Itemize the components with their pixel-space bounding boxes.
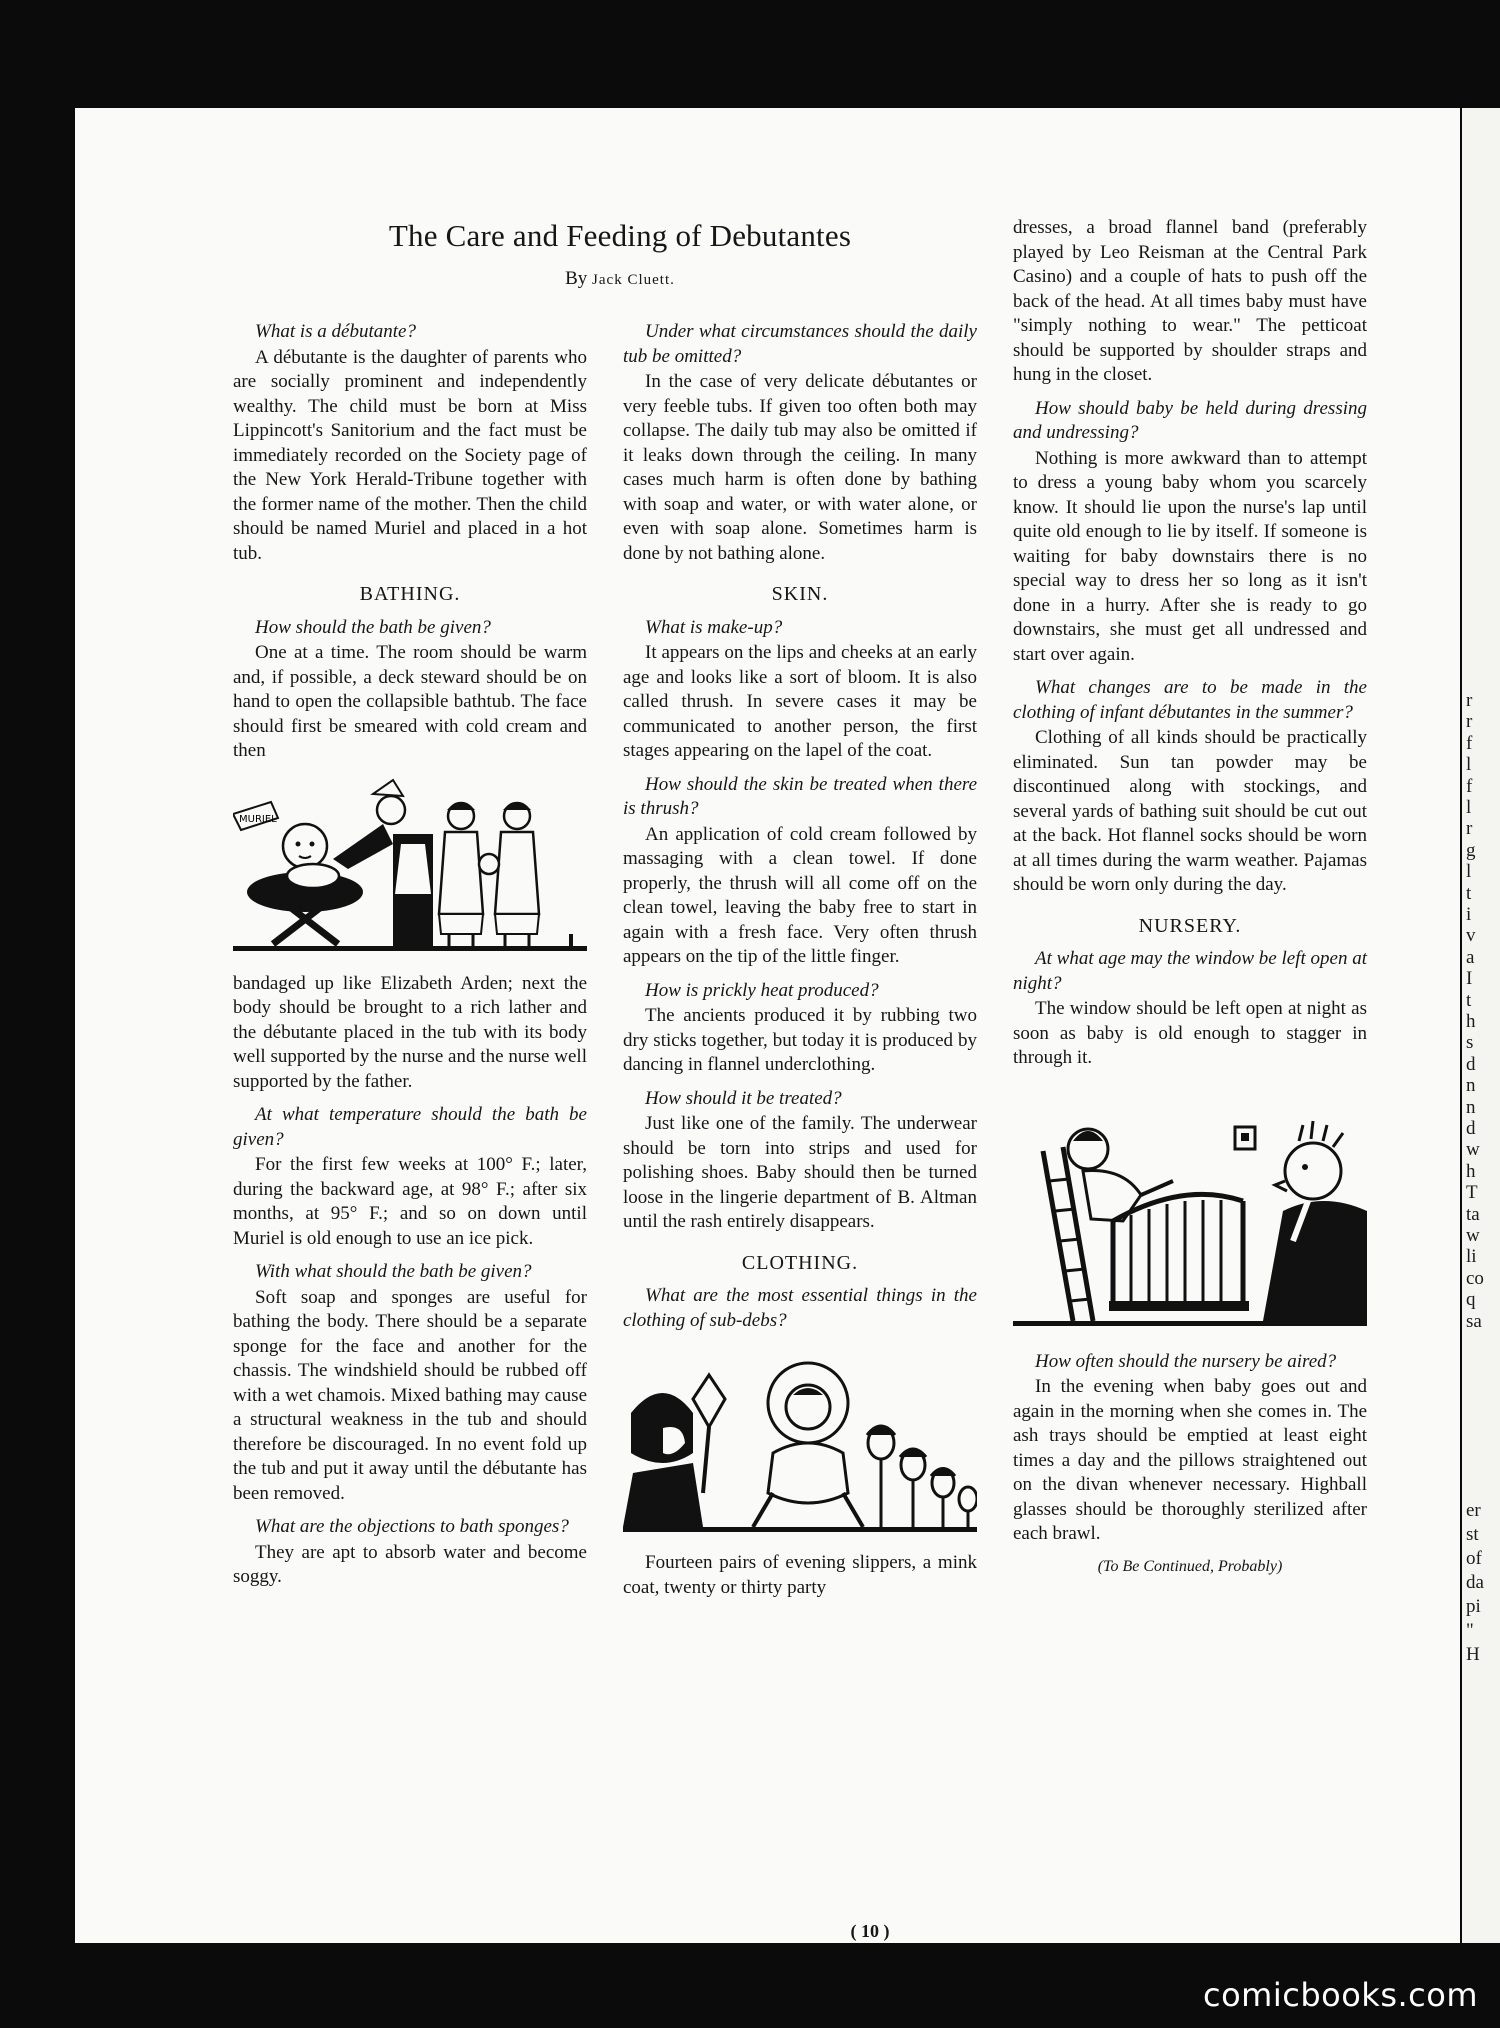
- next-page-fragment: f: [1466, 732, 1473, 754]
- paragraph: Clothing of all kinds should be practically eliminated. Sun tan powder may be discontinued along with stockings, and several yards of bathing suit should be cut out at the back. Hot flannel socks should be worn at all times during the warm weather. Pajamas should be worn only during the day.: [1013, 727, 1367, 895]
- next-page-fragment: T: [1466, 1182, 1478, 1204]
- section-heading-skin: SKIN.: [771, 583, 829, 605]
- question: How is prickly heat produced?: [645, 979, 879, 1001]
- question: What is a débutante?: [255, 321, 416, 342]
- column-1: [233, 311, 587, 1590]
- paragraph: bandaged up like Elizabeth Arden; next the body should be brought to a rich lather and the débutante placed in the tub with its body well supported by the nurse and the nurse well supported by the father.: [233, 972, 587, 1092]
- next-page-fragment: q: [1466, 1289, 1476, 1311]
- next-page-fragment: w: [1466, 1225, 1480, 1246]
- byline-by: By: [565, 268, 588, 289]
- paragraph: For the first few weeks at 100° F.; later, during the backward age, at 98° F.; after six months, at 95° F.; and so on down until Muriel is old enough to use an ice pick.: [233, 1154, 587, 1249]
- continued-note: (To Be Continued, Probably): [1097, 1557, 1283, 1575]
- next-page-fragment: l: [1466, 754, 1472, 776]
- magazine-page: [75, 108, 1460, 1943]
- paragraph: Nothing is more awkward than to attempt to dress a young baby whom you scarcely know. It should lie upon the nurse's lap until quite old enough to lie by itself. If someone is waiting for baby downstairs there is no special way to dress her so long as it isn't done in a hurry. After she is ready to go downstairs, she must get all undressed and start over again.: [1013, 447, 1367, 665]
- nursery-illustration: [1013, 1111, 1367, 1341]
- next-page-fragment: I: [1466, 968, 1473, 990]
- next-page-fragment: ": [1466, 1620, 1474, 1641]
- section-heading-clothing: CLOTHING.: [741, 1251, 859, 1274]
- question: Under what circumstances should the daily tub be omitted?: [623, 321, 977, 367]
- next-page-fragment: st: [1466, 1524, 1479, 1545]
- paragraph: The window should be left open at night as soon as baby is old enough to stagger in through it.: [1013, 998, 1367, 1068]
- next-page-fragment: li: [1466, 1246, 1477, 1268]
- column-2: [623, 311, 977, 1600]
- next-page-fragment: l: [1466, 861, 1472, 883]
- question: What changes are to be made in the clothing of infant débutantes in the summer?: [1013, 677, 1367, 723]
- paragraph: In the case of very delicate débutantes or very feeble tubs. If given too often both may collapse. The daily tub may also be omitted if it leaks down through the ceiling. In many cases much harm is often done by bathing with soap and water, or with water alone, or even with soap alone. Sometimes harm is done by not bathing alone.: [623, 371, 977, 564]
- next-page-fragment: i: [1466, 904, 1472, 925]
- paragraph: One at a time. The room should be warm and, if possible, a deck steward should be on hand to open the collapsible bathtub. The face should first be smeared with cold cream and then: [233, 642, 587, 761]
- next-page-strip: [1462, 108, 1500, 1943]
- paragraph: An application of cold cream followed by massaging with a clean towel. If done properly, the thrush will all come off on the clean towel, leaving the baby free to start in again with a fresh face. Very often thrush appears on the tip of the little finger.: [623, 823, 977, 967]
- paragraph: dresses, a broad flannel band (preferably played by Leo Reisman at the Central Park Casino) and a couple of hats to push off the back of the head. At all times baby must have "simply nothing to wear." The petticoat should be supported by shoulder straps and hung in the closet.: [1013, 217, 1367, 385]
- paragraph: Fourteen pairs of evening slippers, a mink coat, twenty or thirty party: [623, 1552, 977, 1598]
- next-page-fragment: s: [1466, 1032, 1474, 1054]
- question: How should it be treated?: [645, 1087, 842, 1109]
- next-page-fragment: d: [1466, 1053, 1476, 1075]
- next-page-fragment: da: [1466, 1572, 1484, 1593]
- question: How should baby be held during dressing and undressing?: [1013, 397, 1367, 443]
- next-page-fragment: f: [1466, 775, 1473, 797]
- paragraph: They are apt to absorb water and become soggy.: [233, 1541, 587, 1587]
- question: How should the skin be treated when there is thrush?: [623, 773, 977, 819]
- next-page-fragment: a: [1466, 946, 1475, 968]
- next-page-fragment: h: [1466, 1011, 1476, 1032]
- question: At what temperature should the bath be given?: [233, 1104, 587, 1150]
- question: What is make-up?: [645, 616, 783, 638]
- next-page-fragment: r: [1466, 711, 1473, 733]
- next-page-fragment: g: [1466, 839, 1476, 861]
- paragraph: In the evening when baby goes out and again in the morning when she comes in. The ash trays should be emptied at least eight times a day and the pillows straightened out on the divan whenever necessary. Highball glasses should be thoroughly sterilized after each brawl.: [1013, 1376, 1367, 1544]
- page-number: ( 10 ): [850, 1921, 890, 1941]
- paragraph: A débutante is the daughter of parents who are socially prominent and independently wealthy. The child must be born at Miss Lippincott's Sanitorium and the fact must be immediately recorded on the Society page of the New York Herald-Tribune together with the former name of the mother. Then the child should be named Muriel and placed in a hot tub.: [233, 346, 587, 564]
- paragraph: The ancients produced it by rubbing two dry sticks together, but today it is produced by dancing in flannel underclothing.: [623, 1005, 977, 1075]
- question: What are the most essential things in the clothing of sub-debs?: [623, 1285, 977, 1331]
- next-page-fragment: er: [1466, 1500, 1481, 1521]
- next-page-fragment: d: [1466, 1118, 1476, 1139]
- section-heading-nursery: NURSERY.: [1138, 914, 1242, 937]
- byline-author: Jack Cluett.: [592, 272, 675, 288]
- paragraph: It appears on the lips and cheeks at an early age and looks like a sort of bloom. It is also called thrush. In severe cases it may be communicated to another person, the first stages appearing on the lapel of the coat.: [623, 642, 977, 761]
- next-page-fragment: n: [1466, 1075, 1476, 1097]
- article-title: The Care and Feeding of Debutantes: [388, 218, 852, 253]
- next-page-fragment: r: [1466, 818, 1473, 840]
- paragraph: Just like one of the family. The underwear should be torn into strips and used for polishing shoes. Baby should then be turned loose in the lingerie department of B. Altman until the rash entirely disappears.: [623, 1113, 977, 1232]
- next-page-fragment: co: [1466, 1267, 1484, 1289]
- bathing-illustration: [233, 774, 587, 964]
- next-page-fragment: of: [1466, 1548, 1482, 1569]
- next-page-fragment: pi: [1466, 1596, 1481, 1617]
- next-page-fragment: l: [1466, 797, 1472, 818]
- next-page-fragment: r: [1466, 690, 1473, 711]
- next-page-fragment: sa: [1466, 1310, 1482, 1332]
- question: How often should the nursery be aired?: [1035, 1350, 1337, 1372]
- clothing-illustration: [623, 1343, 977, 1543]
- illustration-flag-label: MURIEL: [239, 813, 277, 825]
- next-page-fragment: t: [1466, 882, 1472, 904]
- next-page-fragment: t: [1466, 989, 1472, 1011]
- question: What are the objections to bath sponges?: [255, 1516, 569, 1537]
- byline: [360, 268, 880, 290]
- question: With what should the bath be given?: [255, 1261, 532, 1282]
- question: At what age may the window be left open at night?: [1013, 948, 1367, 994]
- next-page-fragment: H: [1466, 1644, 1480, 1665]
- question: How should the bath be given?: [255, 616, 491, 638]
- next-page-fragment: w: [1466, 1139, 1480, 1161]
- paragraph: Soft soap and sponges are useful for bathing the body. There should be a separate sponge for the face and another for the chassis. The windshield should be rubbed off with a wet chamois. Mixed bathing may cause a structural weakness in the tub and should therefore be discouraged. In no event fold up the tub and put it away until the débutante has been removed.: [233, 1286, 587, 1504]
- next-page-fragment: n: [1466, 1096, 1476, 1118]
- column-3: [1013, 216, 1367, 1579]
- next-page-fragment: ta: [1466, 1203, 1480, 1225]
- watermark: comicbooks.com: [1202, 1976, 1478, 2014]
- next-page-fragment: h: [1466, 1160, 1476, 1182]
- section-heading-bathing: BATHING.: [359, 583, 461, 605]
- next-page-fragment: v: [1466, 925, 1476, 947]
